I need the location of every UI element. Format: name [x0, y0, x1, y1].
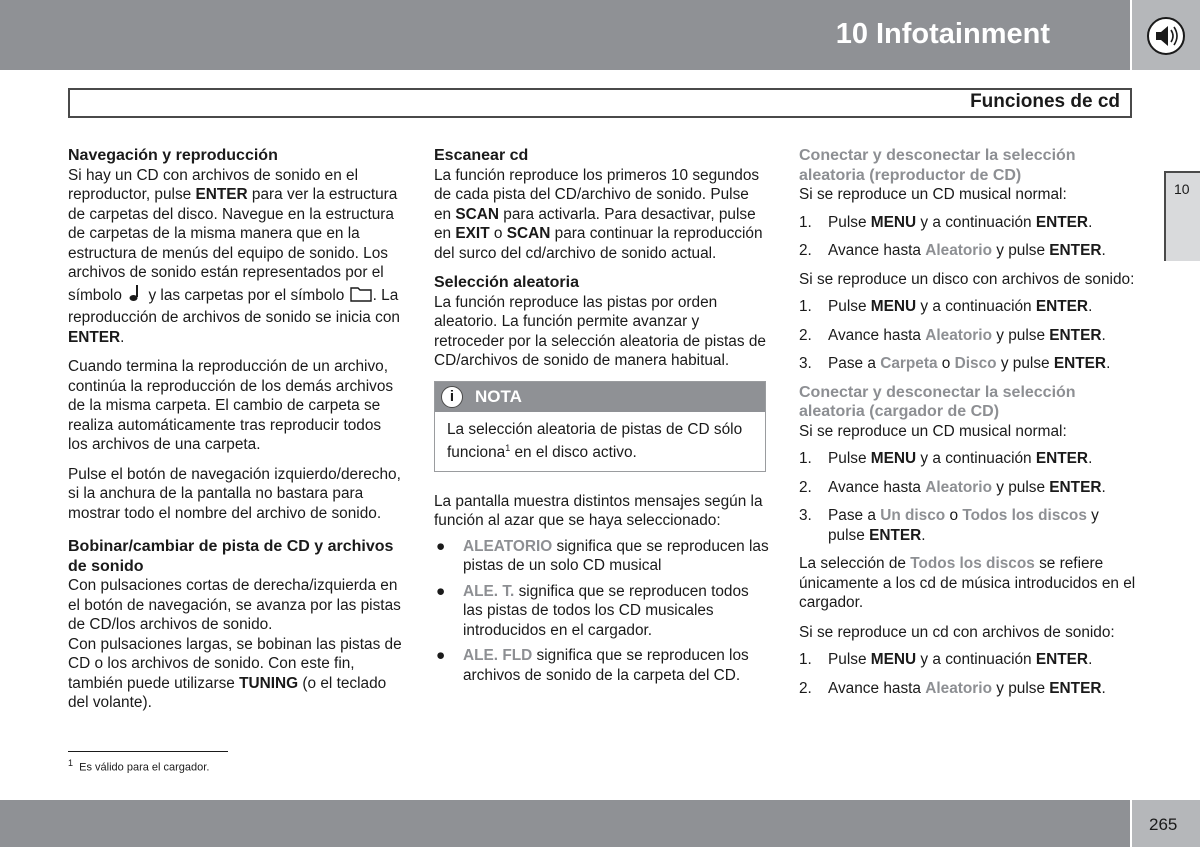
- heading-escanear: Escanear cd: [434, 147, 529, 164]
- text: significa que se reproducen todos las pistas de todos los CD musicales introducidos en el cargador.: [463, 582, 749, 639]
- step-number: 1.: [799, 450, 812, 467]
- step-number: 3.: [799, 355, 812, 372]
- key-enter: ENTER: [1035, 450, 1089, 467]
- key-enter: ENTER: [1053, 355, 1107, 372]
- paragraph: [434, 166, 769, 264]
- text: Pulse: [828, 450, 871, 467]
- step-number: 2.: [799, 326, 812, 344]
- text: y las carpetas por el símbolo: [144, 286, 349, 304]
- key-enter: ENTER: [1049, 679, 1102, 697]
- folder-icon: [349, 283, 373, 309]
- text: y pulse: [996, 355, 1054, 372]
- column-1: [68, 146, 403, 723]
- paragraph: Cuando termina la reproducción de un archivo, continúa la reproducción de los demás archivos de la misma carpeta. El cambio de carpeta se realiza automáticamente tras reproducir todos los archivos de una carpeta.: [68, 358, 394, 453]
- column-2: [434, 146, 769, 691]
- text: Pase a: [828, 507, 881, 524]
- text: .: [1101, 242, 1106, 259]
- list-item: [799, 297, 1139, 317]
- key-enter: ENTER: [195, 186, 248, 203]
- section-title: Funciones de cd: [970, 91, 1120, 112]
- note-header: [435, 382, 765, 412]
- key-menu: MENU: [870, 298, 917, 315]
- column-3: [799, 146, 1139, 707]
- text: .: [1101, 326, 1106, 344]
- text: Pulse: [828, 651, 871, 668]
- list-item: [799, 478, 1139, 498]
- menu-option: Todos los discos: [962, 507, 1087, 524]
- step-number: 2.: [799, 242, 812, 259]
- key-enter: ENTER: [68, 328, 121, 346]
- note-box: [434, 381, 766, 472]
- list-item: [799, 679, 1139, 699]
- list-item: [799, 650, 1139, 670]
- text: . La reproducción de archivos de sonido se inicia con: [68, 286, 400, 326]
- page-number: 265: [1149, 815, 1178, 834]
- paragraph: La pantalla muestra distintos mensajes según la función al azar que se haya seleccionado:: [434, 492, 763, 530]
- paragraph: Si se reproduce un disco con archivos de sonido:: [799, 270, 1135, 288]
- text: significa que se reproducen las pistas de un solo CD musical: [463, 537, 769, 575]
- steps-list: [799, 650, 1139, 698]
- note-body: [435, 412, 765, 471]
- steps-list: [799, 297, 1139, 374]
- text: .: [1088, 213, 1093, 231]
- step-number: 1.: [799, 298, 812, 315]
- text: y pulse: [991, 326, 1050, 344]
- list-item: [799, 506, 1139, 545]
- key-tuning: TUNING: [239, 674, 299, 692]
- note-title: NOTA: [475, 386, 522, 406]
- text: .: [921, 526, 926, 544]
- text: se refiere únicamente a los cd de música introducidos en el cargador.: [799, 555, 1136, 611]
- key-scan: SCAN: [455, 205, 500, 223]
- text: y a continuación: [916, 450, 1036, 467]
- heading-cargador: Conectar y desconectar la selección aleatoria (cargador de CD): [799, 383, 1076, 420]
- paragraph: Con pulsaciones cortas de derecha/izquierda en el botón de navegación, se avanza por las pistas de CD/los archivos de sonido.: [68, 577, 401, 633]
- text: La función reproduce los primeros 10 segundos de cada pista del CD/archivo de sonido. Pulse en: [434, 166, 760, 223]
- paragraph: [799, 554, 1139, 613]
- text: y pulse: [828, 507, 1099, 544]
- heading-reproductor: Conectar y desconectar la selección aleatoria (reproductor de CD): [799, 147, 1076, 184]
- footnote-ref: 1: [505, 443, 511, 453]
- menu-option: Aleatorio: [925, 242, 992, 259]
- footnote-number: 1: [68, 758, 74, 768]
- text: .: [1101, 478, 1106, 496]
- text: La selección aleatoria de pistas de CD sólo funciona: [447, 420, 743, 462]
- heading-navegacion: Navegación y reproducción: [68, 147, 278, 164]
- text: significa que se reproducen los archivos de sonido de la carpeta del CD.: [463, 647, 749, 684]
- paragraph: Si se reproduce un CD musical normal:: [799, 186, 1067, 203]
- key-enter: ENTER: [1035, 651, 1089, 668]
- text: Con pulsaciones largas, se bobinan las pistas de CD o los archivos de sonido. Con este fin, también puede utilizarse: [68, 635, 402, 692]
- list-item: [434, 646, 769, 685]
- key-menu: MENU: [870, 651, 917, 668]
- key-menu: MENU: [870, 213, 917, 231]
- step-number: 2.: [799, 478, 812, 496]
- paragraph: [68, 166, 403, 348]
- text: .: [1088, 651, 1093, 668]
- info-icon: i: [441, 386, 463, 408]
- text: (o el teclado del volante).: [68, 674, 387, 711]
- list-item: [799, 326, 1139, 346]
- text: .: [1088, 450, 1093, 467]
- text: .: [120, 328, 125, 346]
- key-menu: MENU: [870, 450, 917, 467]
- text: y a continuación: [916, 651, 1036, 668]
- text: y pulse: [991, 478, 1050, 496]
- text: Avance hasta: [828, 478, 926, 496]
- music-note-icon: [126, 283, 144, 309]
- text: y pulse: [991, 242, 1050, 259]
- side-tab-number: 10: [1174, 181, 1190, 197]
- text: y pulse: [991, 679, 1050, 697]
- text: y a continuación: [916, 213, 1036, 231]
- step-number: 1.: [799, 213, 812, 231]
- key-enter: ENTER: [1049, 326, 1102, 344]
- bullet-icon: ●: [436, 647, 446, 665]
- key-enter: ENTER: [1035, 298, 1089, 315]
- key-enter: ENTER: [869, 526, 922, 544]
- header-bar: [0, 0, 1130, 70]
- heading-aleatoria: Selección aleatoria: [434, 274, 579, 291]
- paragraph: Si se reproduce un cd con archivos de sonido:: [799, 623, 1115, 641]
- bullet-icon: ●: [436, 582, 446, 600]
- menu-option: Carpeta: [880, 355, 938, 372]
- chapter-title: 10 Infotainment: [835, 18, 1050, 50]
- text: Si hay un CD con archivos de sonido en el reproductor, pulse: [68, 166, 359, 203]
- list-item: [434, 582, 769, 641]
- step-number: 1.: [799, 651, 812, 668]
- steps-list: [799, 213, 1139, 261]
- text: Pulse: [828, 213, 871, 231]
- menu-option: Aleatorio: [925, 326, 992, 344]
- text: .: [1088, 298, 1093, 315]
- key-enter: ENTER: [1049, 242, 1102, 259]
- text: Avance hasta: [828, 242, 926, 259]
- chapter-side-tab: [1164, 171, 1200, 261]
- key-exit: EXIT: [455, 225, 490, 242]
- key-enter: ENTER: [1035, 213, 1089, 231]
- text: .: [1101, 679, 1106, 697]
- display-message: ALE. FLD: [463, 647, 533, 665]
- text: para continuar la reproducción del surco del cd/archivo de sonido actual.: [434, 225, 763, 262]
- text: .: [1106, 355, 1111, 372]
- text: o: [945, 507, 963, 524]
- display-message: ALE. T.: [463, 582, 515, 600]
- list-item: [434, 537, 769, 576]
- paragraph: Pulse el botón de navegación izquierdo/derecho, si la anchura de la pantalla no bastara para mostrar todo el nombre del archivo de sonido.: [68, 465, 401, 522]
- paragraph: La función reproduce las pistas por orden aleatorio. La función permite avanzar y retroceder por la selección aleatoria de pistas de CD/archivos de sonido de manera habitual.: [434, 293, 766, 369]
- menu-option: Todos los discos: [910, 555, 1035, 572]
- menu-option: Disco: [954, 355, 997, 372]
- heading-bobinar: Bobinar/cambiar de pista de CD y archivos de sonido: [68, 538, 394, 575]
- text: La selección de: [799, 555, 911, 572]
- menu-option: Un disco: [880, 507, 946, 524]
- paragraph: [68, 635, 403, 713]
- paragraph: Si se reproduce un CD musical normal:: [799, 422, 1067, 440]
- list-item: [799, 354, 1139, 374]
- text: Avance hasta: [828, 326, 926, 344]
- display-message: ALEATORIO: [463, 537, 553, 555]
- text: Pase a: [828, 355, 881, 372]
- bullet-icon: ●: [436, 537, 446, 555]
- step-number: 2.: [799, 679, 812, 697]
- text: y a continuación: [916, 298, 1036, 315]
- key-scan: SCAN: [506, 225, 551, 242]
- footnote-divider: [68, 751, 228, 752]
- footnote-text: Es válido para el cargador.: [79, 761, 210, 774]
- speaker-icon: [1146, 16, 1186, 56]
- text: Pulse: [828, 298, 871, 315]
- text: para activarla. Para desactivar, pulse en: [434, 205, 756, 242]
- text: Avance hasta: [828, 679, 926, 697]
- list-item: [799, 449, 1139, 469]
- step-number: 3.: [799, 507, 812, 524]
- menu-option: Aleatorio: [925, 478, 992, 496]
- footnote: [68, 758, 209, 774]
- steps-list: [799, 449, 1139, 545]
- footer-bar: [0, 800, 1130, 847]
- list-item: [799, 241, 1139, 261]
- chapter-icon-box: [1132, 0, 1200, 70]
- bullet-list: [434, 537, 769, 686]
- menu-option: Aleatorio: [925, 679, 992, 697]
- text: para ver la estructura de carpetas del disco. Navegue en la estructura de carpetas de la misma manera que en la estructura de menús del equipo de sonido. Los archivos de sonido están representados por el símbolo: [68, 186, 398, 304]
- text: o: [937, 355, 955, 372]
- section-header: [68, 88, 1132, 118]
- list-item: [799, 213, 1139, 233]
- text: en el disco activo.: [510, 444, 637, 462]
- key-enter: ENTER: [1049, 478, 1102, 496]
- text: o: [489, 225, 507, 242]
